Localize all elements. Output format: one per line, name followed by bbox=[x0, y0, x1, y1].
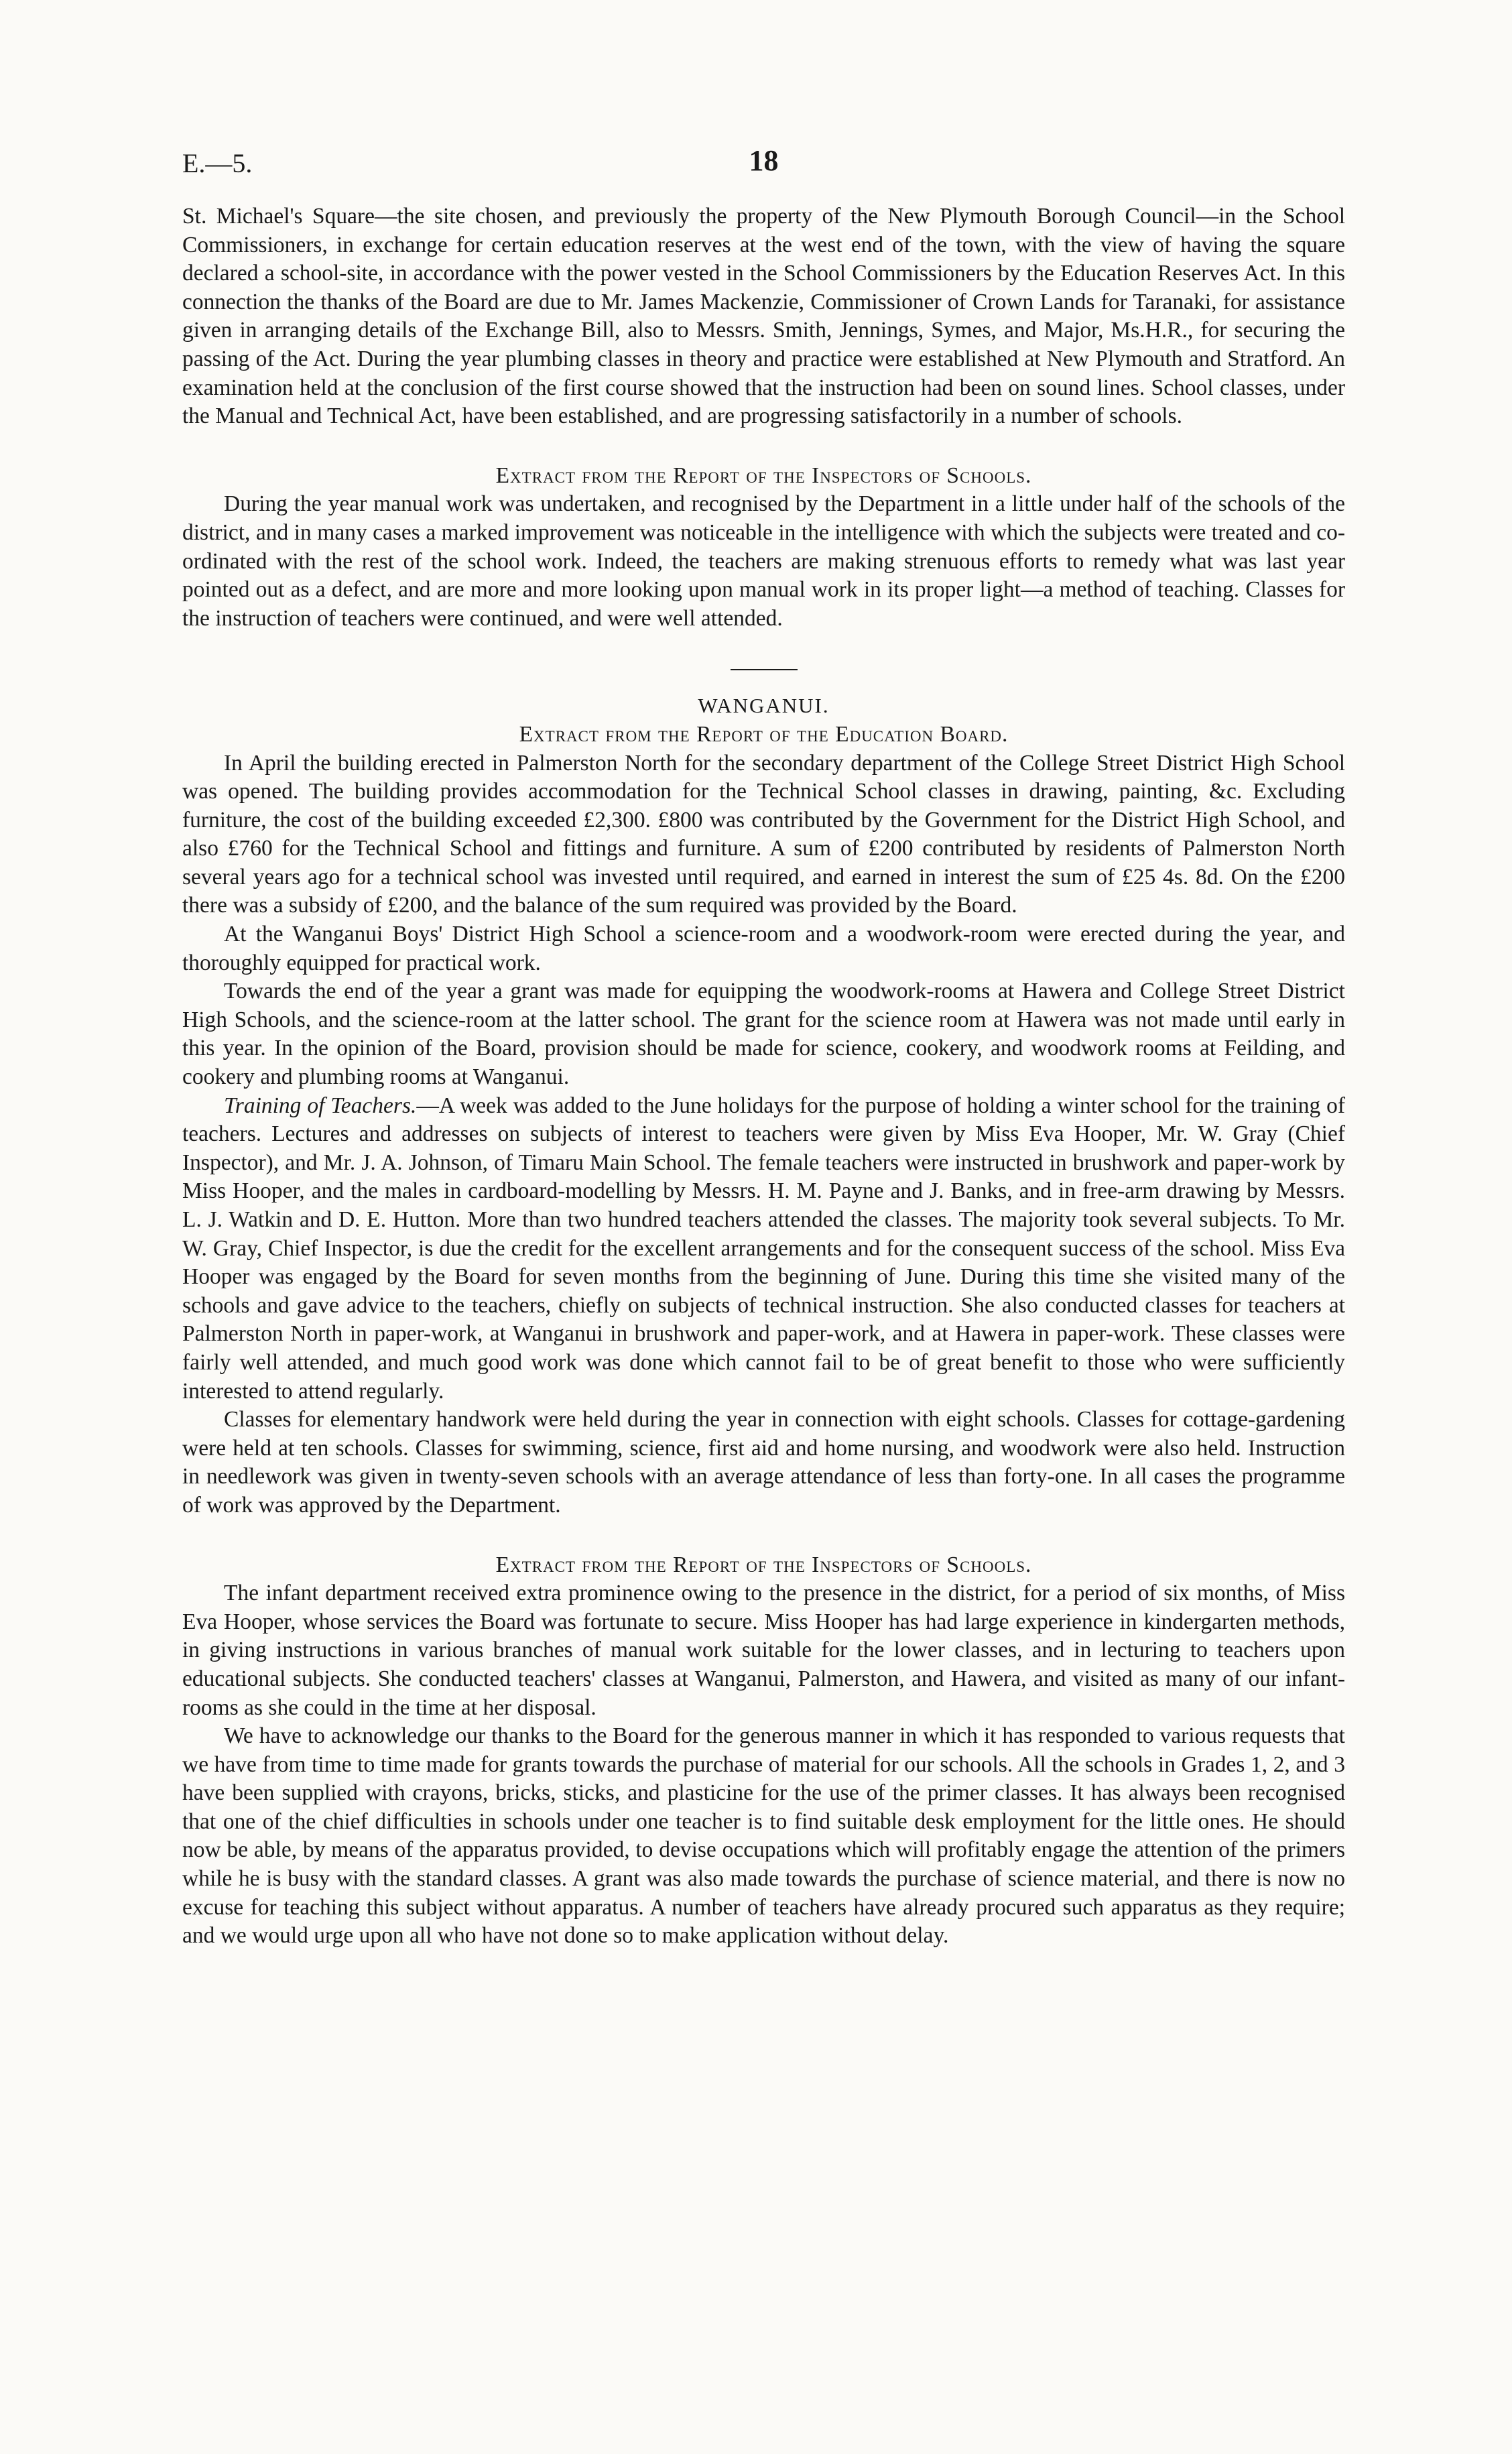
wanganui-inspectors-heading: Extract from the Report of the Inspectors of Schools. bbox=[495, 1552, 1032, 1577]
wanganui-paragraph-6: The infant department received extra prominence owing to the presence in the district, for a period of six months, of Miss Eva Hooper, whose services the Board was fortunate to secure. Miss Hooper has had large experience in kindergarten methods, in giving instructions in various branches of manual work suitable for the lower classes, and in lecturing to teachers upon educational subjects. She conducted teachers' classes at Wanganui, Palmerston, and Hawera, and visited as many of our infant-rooms as she could in the time at her disposal. bbox=[182, 1581, 1345, 1720]
report-code: E.—5. bbox=[182, 148, 253, 178]
page-number: 18 bbox=[749, 144, 779, 177]
document-page bbox=[182, 0, 1345, 2454]
wanganui-paragraph-4 bbox=[182, 1092, 1345, 1406]
wanganui-paragraph-5: Classes for elementary handwork were held during the year in connection with eight schools. Classes for cottage-gardening were held at ten schools. Classes for swimming, science, first aid and home nursing, and woodwork were also held. Instruction in needlework was given in twenty-seven schools with an average attendance of less than forty-one. In all cases the programme of work was approved by the Department. bbox=[182, 1407, 1345, 1518]
region-heading-wanganui: WANGANUI. bbox=[698, 694, 830, 718]
wanganui-paragraph-7: We have to acknowledge our thanks to the Board for the generous manner in which it has responded to various requests that we have from time to time made for grants towards the purchase of material for our schools. All the schools in Grades 1, 2, and 3 have been supplied with crayons, bricks, sticks, and plasticine for the use of the primer classes. It has always been recognised that one of the chief difficulties in schools under one teacher is to find suitable desk employment for the little ones. He should now be able, by means of the apparatus provided, to devise occupations which will profitably engage the attention of the primers while he is busy with the standard classes. A grant was also made towards the purchase of science material, and there is now no excuse for teaching this subject without apparatus. A number of teachers have already procured such apparatus as they require; and we would urge upon all who have not done so to make application without delay. bbox=[182, 1723, 1345, 1949]
wanganui-paragraph-3: Towards the end of the year a grant was made for equipping the woodwork-rooms at Hawera and College Street District High Schools, and the science-room at the latter school. The grant for the science room at Hawera was not made until early in this year. In the opinion of the Board, provision should be made for science, cookery, and woodwork rooms at Feilding, and cookery and plumbing rooms at Wanganui. bbox=[182, 979, 1345, 1090]
page-header bbox=[182, 144, 1345, 188]
wanganui-paragraph-2: At the Wanganui Boys' District High School a science-room and a woodwork-room were erected during the year, and thoroughly equipped for practical work. bbox=[182, 922, 1345, 975]
wanganui-paragraph-1: In April the building erected in Palmerston North for the secondary department of the College Street District High School was opened. The building provides accommodation for the Technical School classes in drawing, painting, &c. Excluding furniture, the cost of the building exceeded £2,300. £800 was contributed by the Government for the District High School, and also £760 for the Technical School and fittings and furniture. A sum of £200 contributed by residents of Palmerston North several years ago for a technical school was invested until required, and earned in interest the sum of £25 4s. 8d. On the £200 there was a subsidy of £200, and the balance of the sum required was provided by the Board. bbox=[182, 750, 1345, 918]
taranaki-inspectors-heading: Extract from the Report of the Inspectors of Schools. bbox=[495, 463, 1032, 488]
taranaki-inspectors-paragraph: During the year manual work was undertaken, and recognised by the Department in a little under half of the schools of the district, and in many cases a marked improvement was noticeable in the intelligence with which the subjects were treated and co-ordinated with the rest of the school work. Indeed, the teachers are making strenuous efforts to remedy what was last year pointed out as a defect, and are more and more looking upon manual work in its proper light—a method of teaching. Classes for the instruction of teachers were continued, and were well attended. bbox=[182, 491, 1345, 631]
document-body bbox=[182, 202, 1345, 1951]
wanganui-board-heading: Extract from the Report of the Education Board. bbox=[519, 721, 1009, 747]
training-of-teachers-lead: Training of Teachers. bbox=[224, 1093, 417, 1118]
opening-paragraph: St. Michael's Square—the site chosen, and previously the property of the New Plymouth Borough Council—in the School Commissioners, in exchange for certain education reserves at the west end of the town, with the view of having the square declared a school-site, in accordance with the power vested in the School Commissioners by the Education Reserves Act. In this connection the thanks of the Board are due to Mr. James Mackenzie, Commissioner of Crown Lands for Taranaki, for assistance given in arranging details of the Exchange Bill, also to Messrs. Smith, Jennings, Symes, and Major, Ms.H.R., for securing the passing of the Act. During the year plumbing classes in theory and practice were established at New Plymouth and Stratford. An examination held at the conclusion of the first course showed that the instruction had been on sound lines. School classes, under the Manual and Technical Act, have been established, and are progressing satisfactorily in a number of schools. bbox=[182, 204, 1345, 429]
training-of-teachers-text: —A week was added to the June holidays for the purpose of holding a winter school for the training of teachers. Lectures and addresses on subjects of interest to teachers were given by Miss Eva Hooper, Mr. W. Gray (Chief Inspector), and Mr. J. A. Johnson, of Timaru Main School. The female teachers were instructed in brushwork and paper-work by Miss Hooper, and the males in cardboard-modelling by Messrs. H. M. Payne and J. Banks, and in free-arm drawing by Messrs. L. J. Watkin and D. E. Hutton. More than two hundred teachers attended the classes. The majority took several subjects. To Mr. W. Gray, Chief Inspector, is due the credit for the excellent arrangements and for the consequent success of the school. Miss Eva Hooper was engaged by the Board for seven months from the beginning of June. During this time she visited many of the schools and gave advice to the teachers, chiefly on subjects of technical instruction. She also conducted classes for teachers at Palmerston North in paper-work, at Wanganui in brushwork and paper-work, and at Hawera in paper-work. These classes were fairly well attended, and much good work was done which cannot fail to be of great benefit to those who were sufficiently interested to attend regularly. bbox=[182, 1093, 1345, 1404]
